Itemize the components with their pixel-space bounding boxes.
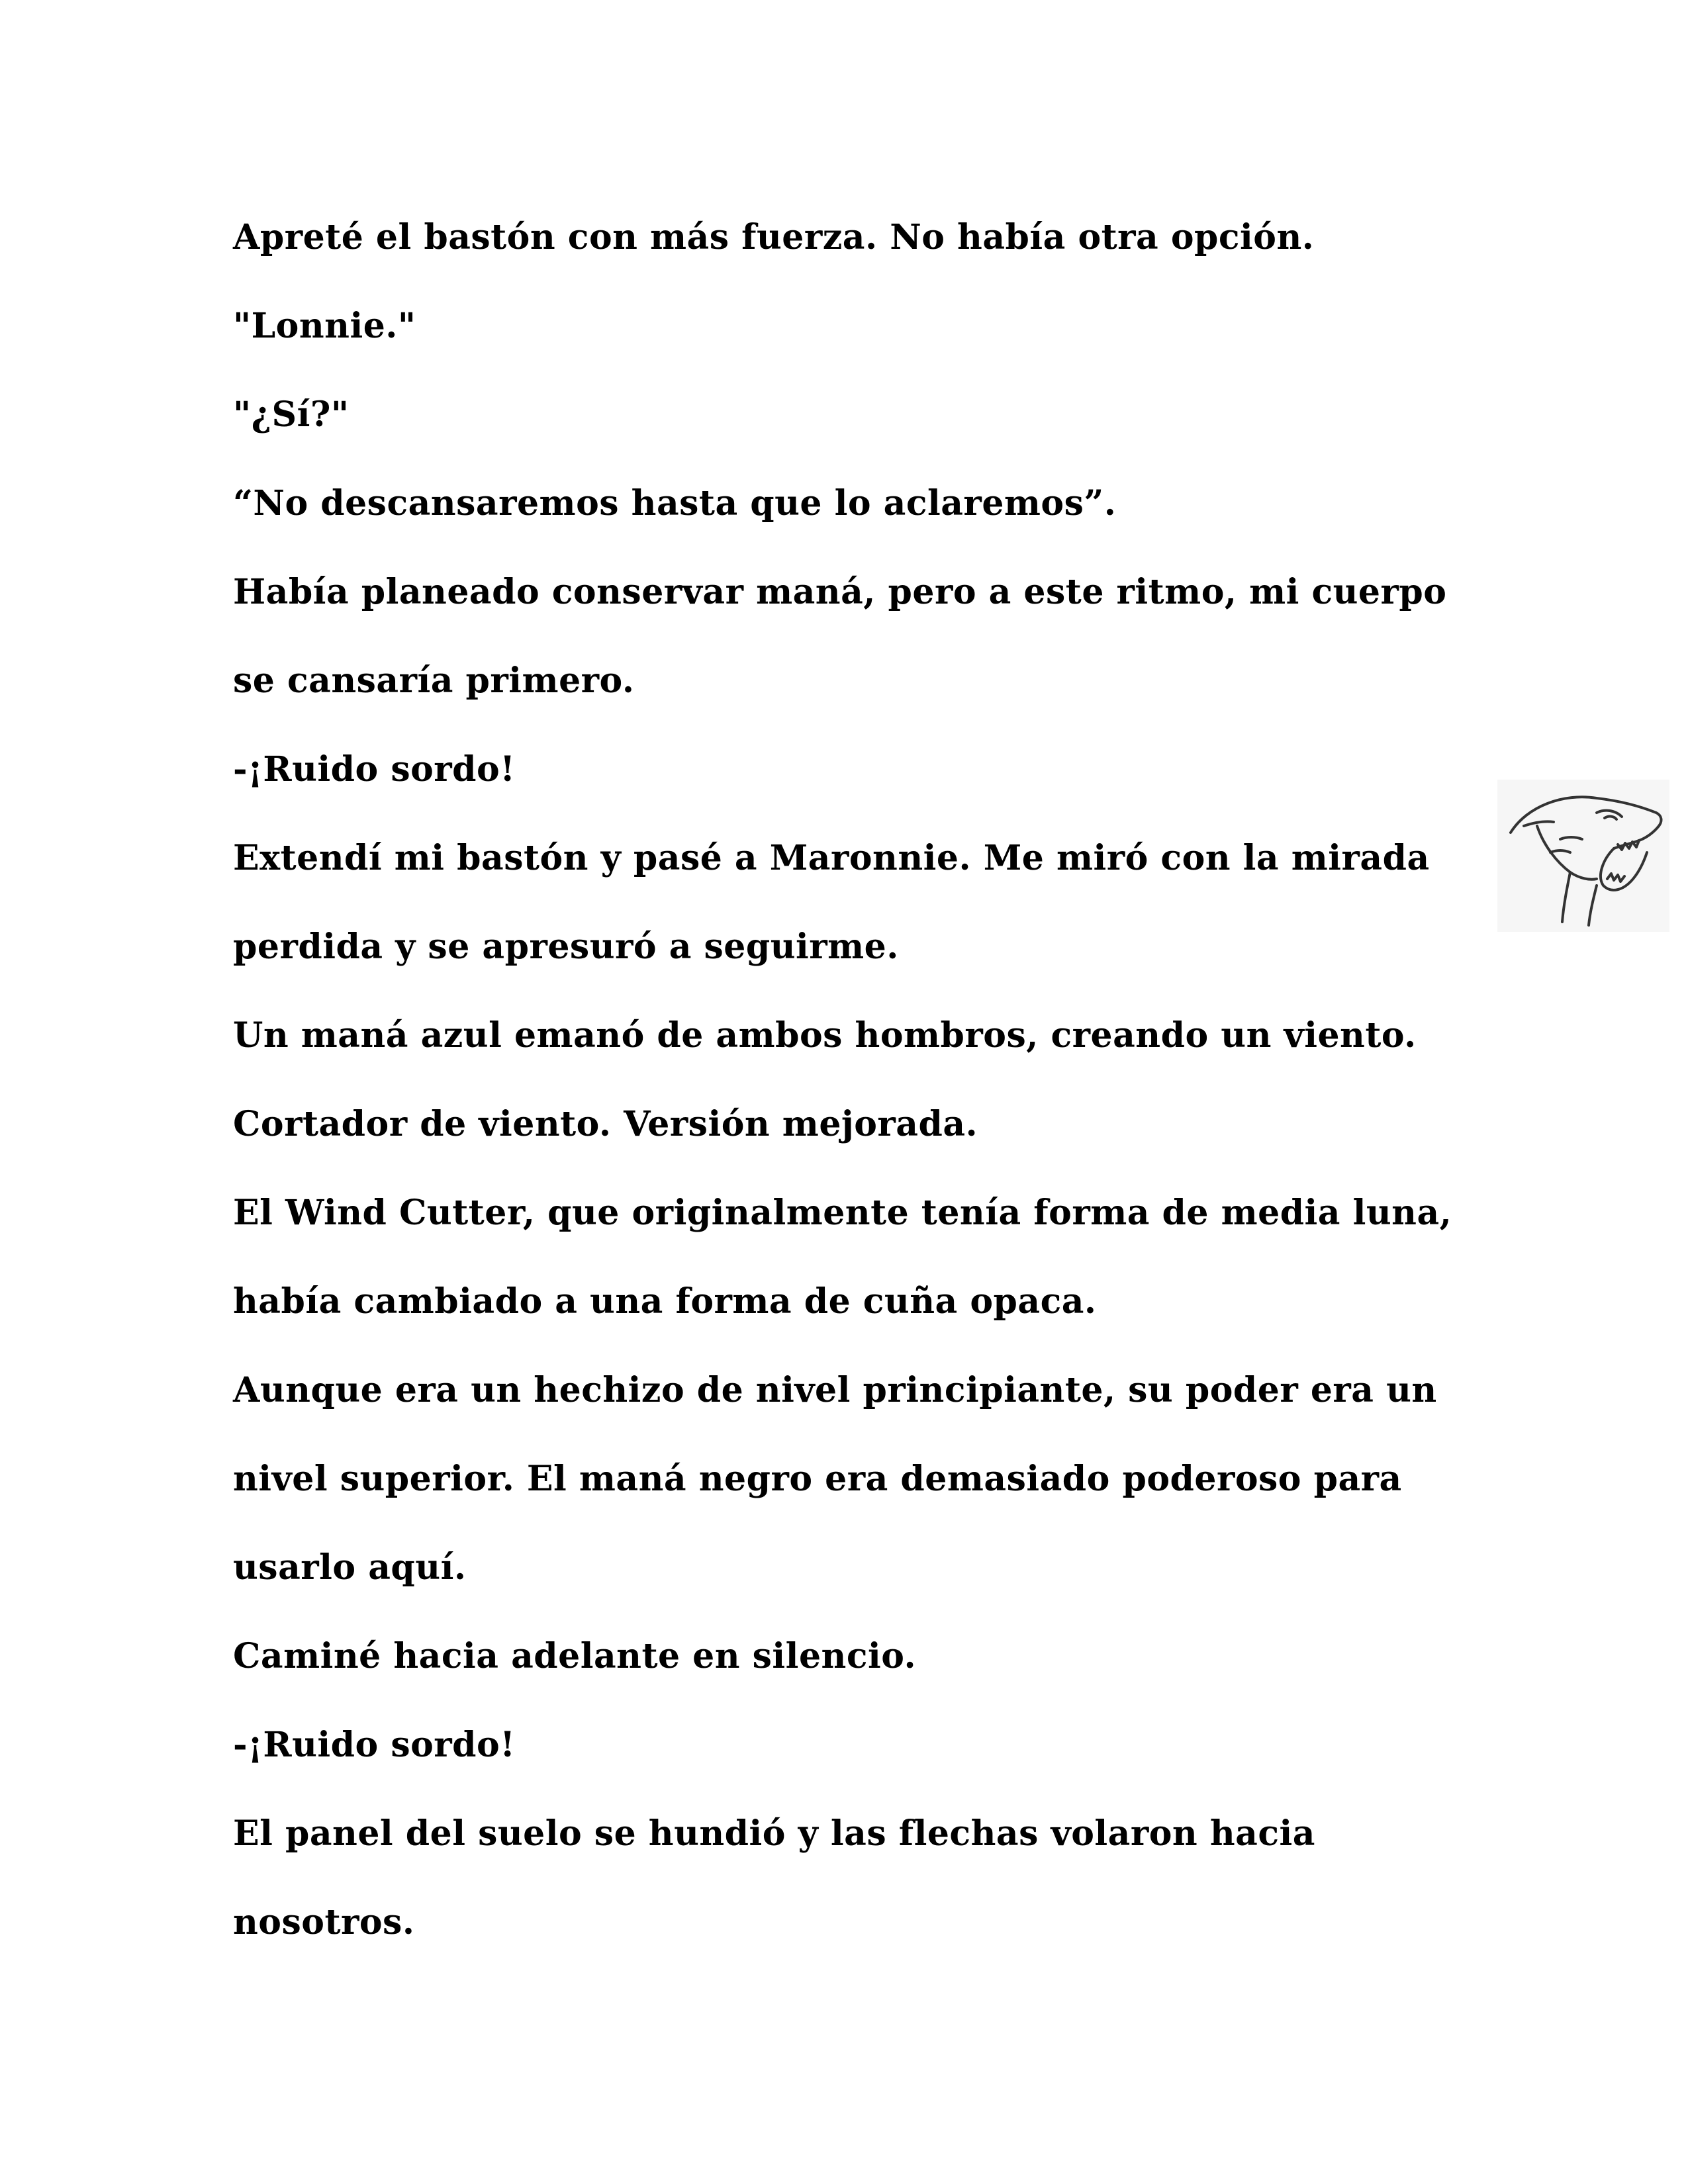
- text-line: perdida y se apresuró a seguirme.: [233, 927, 899, 967]
- text-line: nivel superior. El maná negro era demasiado poderoso para: [233, 1459, 1402, 1499]
- text-line: “No descansaremos hasta que lo aclaremos”.: [233, 483, 1117, 523]
- body-text: [233, 193, 1491, 1967]
- text-line: había cambiado a una forma de cuña opaca.: [233, 1281, 1097, 1322]
- text-line: Apreté el bastón con más fuerza. No había otra opción.: [233, 217, 1315, 257]
- text-line: Había planeado conservar maná, pero a este ritmo, mi cuerpo: [233, 572, 1447, 612]
- text-line: usarlo aquí.: [233, 1547, 467, 1588]
- text-line: Caminé hacia adelante en silencio.: [233, 1636, 917, 1676]
- text-line: "Lonnie.": [233, 306, 416, 346]
- text-line: Aunque era un hechizo de nivel principiante, su poder era un: [233, 1370, 1437, 1410]
- text-line: El panel del suelo se hundió y las flechas volaron hacia: [233, 1813, 1315, 1854]
- text-line: El Wind Cutter, que originalmente tenía forma de media luna,: [233, 1193, 1452, 1233]
- text-line: se cansaría primero.: [233, 660, 635, 701]
- text-line: "¿Sí?": [233, 394, 350, 435]
- text-line: Extendí mi bastón y pasé a Maronnie. Me miró con la mirada: [233, 838, 1430, 878]
- text-line: -¡Ruido sordo!: [233, 1725, 516, 1765]
- text-line: Un maná azul emanó de ambos hombros, creando un viento.: [233, 1015, 1417, 1056]
- dinosaur-head-icon: [1497, 780, 1669, 932]
- text-line: Cortador de viento. Versión mejorada.: [233, 1104, 978, 1144]
- text-line: nosotros.: [233, 1902, 415, 1942]
- text-line: -¡Ruido sordo!: [233, 749, 516, 790]
